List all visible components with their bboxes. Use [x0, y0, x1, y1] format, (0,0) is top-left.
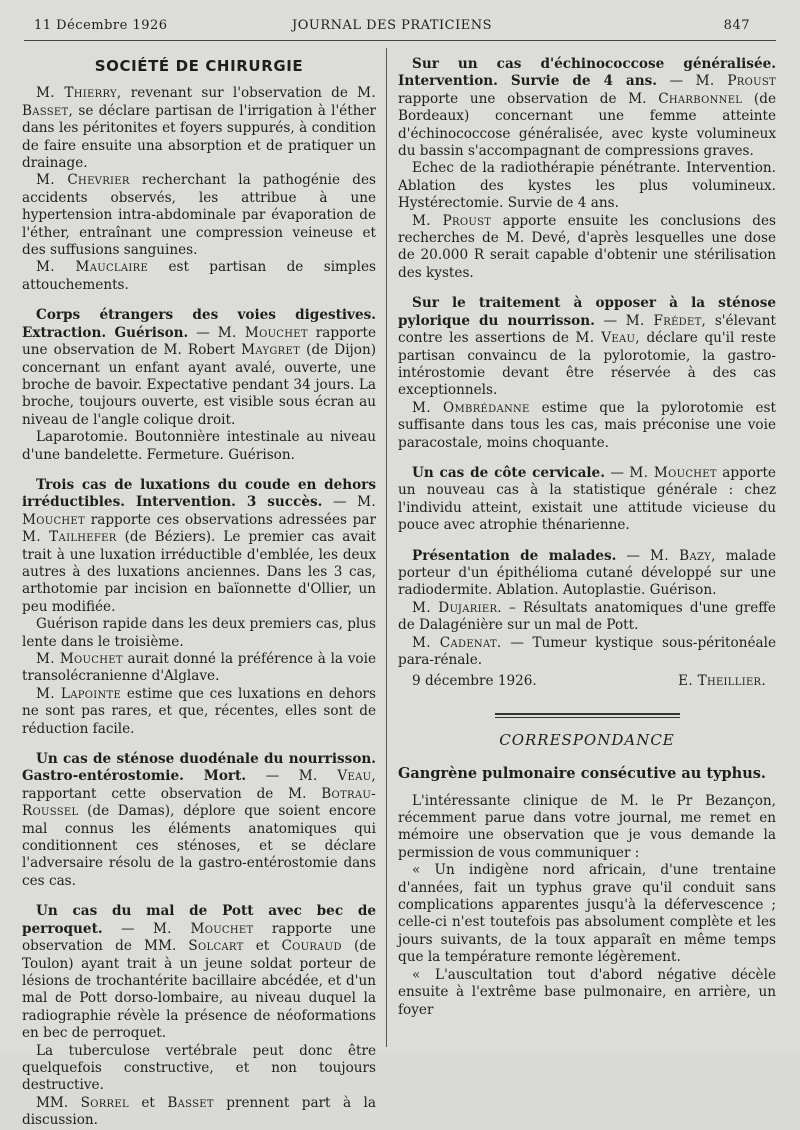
report-signature: E. Theillier.: [678, 673, 766, 690]
header-date: 11 Décembre 1926: [34, 18, 168, 33]
right-column: [398, 56, 776, 1053]
article-duodenal-stenosis: Un cas de sténose duodénale du nourrisson. Gastro-entérostomie. Mort. — M. Veau, rapportant cette observation de M. Botrau-Roussel (de Damas), déplore que soient encore mal connus les éléments anatomiques qui conditionnent ces sténoses, et se déclare l'adversaire résolu de la gastro-entérostomie dans ces cas.: [22, 751, 376, 889]
article-echinococcosis: Sur un cas d'échinococcose généralisée. Intervention. Survie de 4 ans. — M. Proust rapporte une observation de M. Charbonnel (de Bordeaux) concernant une femme atteinte d'échinococcose généralisée, avec kyste volumineux du bassin s'accompagnant de compressions graves.: [398, 56, 776, 160]
page-number: 847: [723, 18, 750, 33]
paragraph: L'intéressante clinique de M. le Pr Bezançon, récemment parue dans votre journal, me remet en mémoire une observation que je vous demande la permission de vous communiquer :: [398, 792, 776, 861]
paragraph: Echec de la radiothérapie pénétrante. Intervention. Ablation des kystes les plus volumineux. Hystérectomie. Survie de 4 ans.: [398, 160, 776, 212]
article-cervical-rib: Un cas de côte cervicale. — M. Mouchet apporte un nouveau cas à la statistique générale : chez l'individu atteint, existait une attitude vicieuse du pouce avec atrophie thénarienne.: [398, 464, 776, 534]
paragraph: M. Cadenat. — Tumeur kystique sous-péritonéale para-rénale.: [398, 634, 777, 668]
report-date: 9 décembre 1926.: [412, 673, 537, 690]
paragraph: M. Lapointe estime que ces luxations en dehors ne sont pas rares, et que, récentes, elles sont de réduction facile.: [22, 685, 376, 737]
article-title-gangrene: Gangrène pulmonaire consécutive au typhus.: [398, 765, 766, 783]
paragraph: M. Proust apporte ensuite les conclusions des recherches de M. Devé, d'après lesquelles une dose de 20.000 R serait capable d'obtenir une stérilisation des kystes.: [398, 212, 776, 281]
header-rule: [24, 40, 776, 41]
left-column: [22, 56, 377, 1129]
paragraph: MM. Sorrel et Basset prennent part à la discussion.: [22, 1094, 376, 1129]
paragraph: M. Mouchet aurait donné la préférence à la voie transolécranienne d'Alglave.: [22, 651, 376, 685]
article-pott-disease: Un cas du mal de Pott avec bec de perroquet. — M. Mouchet rapporte une observation de MM. Solcart et Couraud (de Toulon) ayant trait à un jeune soldat porteur de lésions de trochantérite bacillaire abcédée, et d'un mal de Pott dorso-lombaire, au niveau duquel la radiographie révèle la présence de néoformations en bec de perroquet.: [22, 903, 376, 1042]
article-pyloric-stenosis: Sur le traitement à opposer à la sténose pylorique du nourrisson. — M. Frédet, s'élevant contre les assertions de M. Veau, déclare qu'il reste partisan convaincu de la pylorotomie, la gastro-intérostomie devant être réservée à des cas exceptionnels.: [398, 295, 776, 399]
paragraph: « Un indigène nord africain, d'une trentaine d'années, fait un typhus grave qu'il conduit sans complications apparentes jusqu'à la défervescence ; celle-ci n'est toutefois pas absolument complète et les jours suivants, de la toux apparaît en même temps que la température remonte légèrement.: [398, 862, 776, 966]
paragraph: M. Chevrier recherchant la pathogénie des accidents observés, les attribue à une hypertension intra-abdominale par évaporation de l'éther, entraînant une compression veineuse et des suffusions sanguines.: [22, 172, 376, 259]
paragraph: « L'auscultation tout d'abord négative décèle ensuite à l'extrême base pulmonaire, en arrière, un foyer: [398, 966, 776, 1018]
paragraph: La tuberculose vertébrale peut donc être quelquefois constructive, et non toujours destructive.: [22, 1042, 376, 1094]
paragraph: M. Dujarier. – Résultats anatomiques d'une greffe de Dalagénière sur un mal de Pott.: [398, 599, 776, 634]
article-foreign-bodies: Corps étrangers des voies digestives. Extraction. Guérison. — M. Mouchet rapporte une observation de M. Robert Maygret (de Dijon) concernant un enfant ayant avalé, ouverte, une broche de bavoir. Expectative pendant 34 jours. La broche, toujours ouverte, est visible sous écran au niveau de l'angle colique droit.: [22, 307, 376, 428]
section-rule: [495, 713, 680, 718]
paragraph: M. Thierry, revenant sur l'observation de M. Basset, se déclare partisan de l'irrigation à l'éther dans les péritonites et foyers suppurés, à condition de faire ensuite una absorption et de pratiquer un drainage.: [22, 85, 376, 172]
paragraph: M. Ombrédanne estime que la pylorotomie est suffisante dans tous les cas, mais préconise une voie paracostale, moins choquante.: [398, 399, 777, 451]
column-divider: [386, 48, 387, 1047]
article-patient-presentation: Présentation de malades. — M. Bazy, malade porteur d'un épithélioma cutané développé sur une radiodermite. Ablation. Autoplastie. Guérison.: [398, 547, 776, 599]
paragraph: Laparotomie. Boutonnière intestinale au niveau d'une bandelette. Fermeture. Guérison.: [22, 429, 376, 463]
section-title-correspondance: CORRESPONDANCE: [499, 730, 675, 749]
running-head: [34, 18, 750, 38]
article-elbow-luxations: Trois cas de luxations du coude en dehors irréductibles. Intervention. 3 succès. — M. Mouchet rapporte ces observations adressées par M. Tailhefer (de Béziers). Le premier cas avait trait à une luxation irréductible d'emblée, les deux autres à des luxations anciennes. Dans les 3 cas, arthotomie par incision en baïonnette d'Ollier, un peu modifiée.: [22, 476, 376, 615]
journal-title: JOURNAL DES PRATICIENS: [292, 18, 492, 33]
signature-row: [398, 673, 776, 690]
section-title-society: SOCIÉTÉ DE CHIRURGIE: [94, 57, 304, 75]
paragraph: M. Mauclaire est partisan de simples attouchements.: [22, 259, 377, 293]
paragraph: Guérison rapide dans les deux premiers cas, plus lente dans le troisième.: [22, 616, 376, 650]
